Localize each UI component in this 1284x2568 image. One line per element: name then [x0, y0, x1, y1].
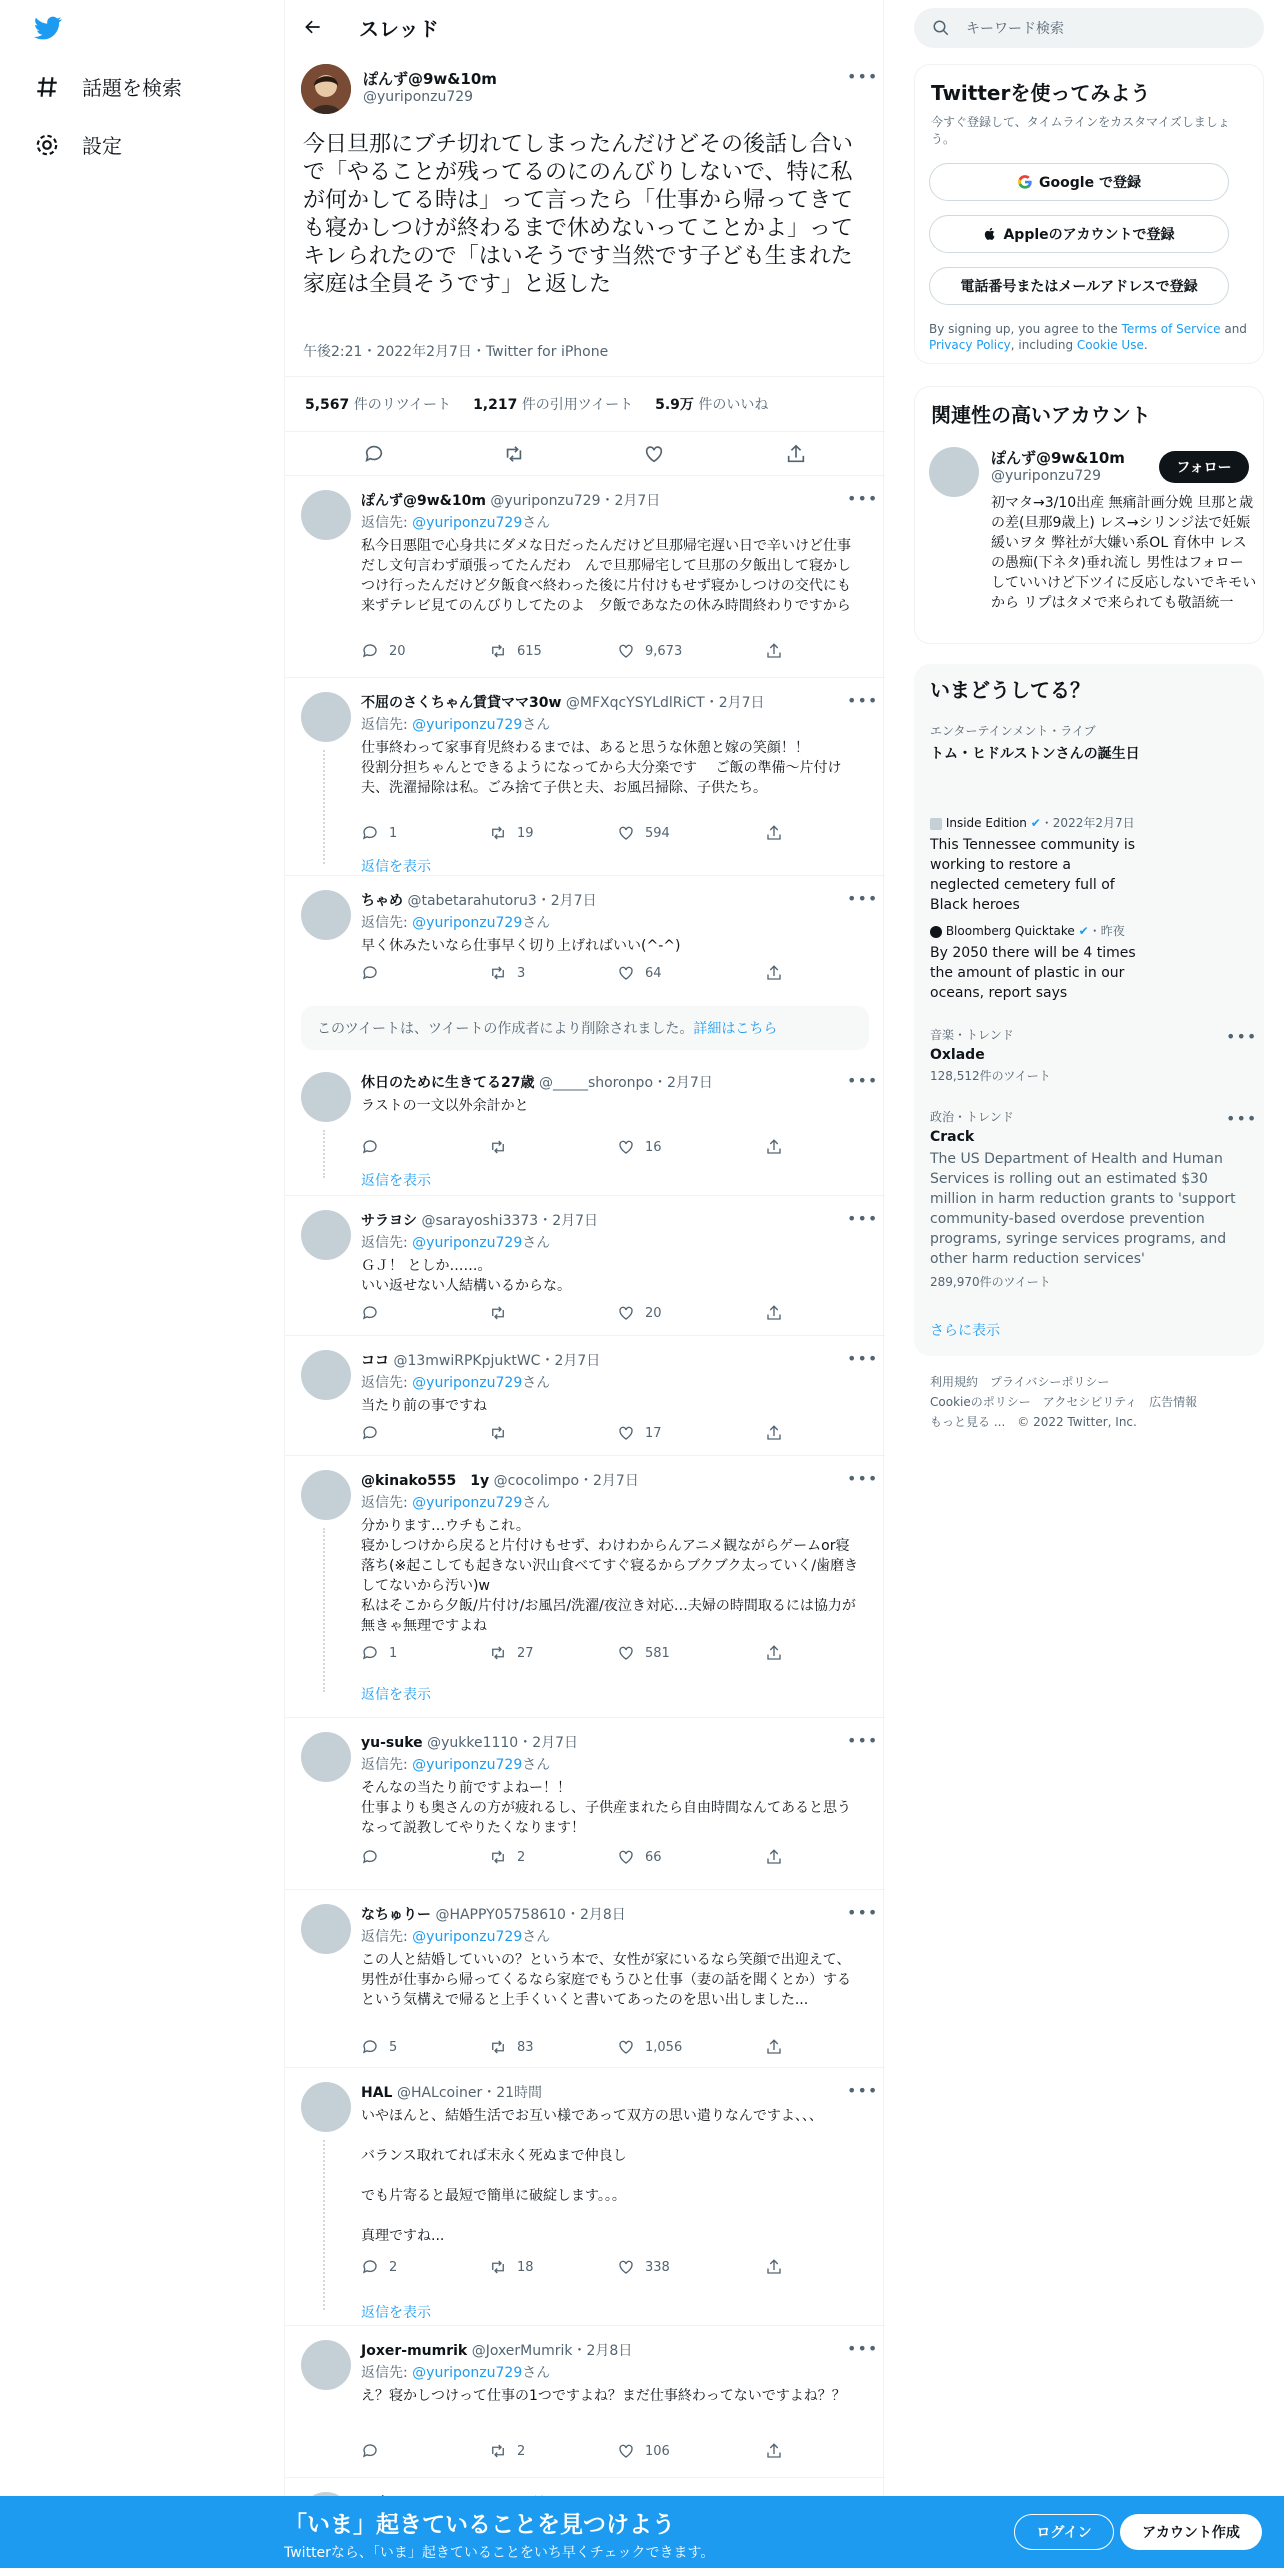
share-icon	[765, 1138, 783, 1156]
footer-line[interactable]: 利用規約 プライバシーポリシー	[930, 1375, 1110, 1389]
reply-to-handle[interactable]: @yuriponzu729	[412, 1757, 523, 1773]
reply-header	[361, 1732, 578, 1752]
retweet-button[interactable]: 3	[489, 964, 525, 982]
show-more-trends-link[interactable]: さらに表示	[930, 1323, 1000, 1339]
search-icon	[932, 19, 950, 37]
related-name: ぽんず@9w&10m	[991, 449, 1125, 467]
reply-actions	[361, 1304, 801, 1324]
reply-tweet[interactable]	[285, 1892, 885, 2068]
like-icon	[617, 1424, 635, 1442]
apple-icon	[983, 226, 997, 242]
reply-author-handle[interactable]: @HAPPY05758610・2月8日	[435, 1907, 626, 1923]
verified-icon: ✔	[1030, 816, 1041, 830]
reply-tweet[interactable]	[285, 878, 885, 996]
reply-button[interactable]: 5	[361, 2038, 397, 2056]
author[interactable]	[363, 68, 497, 105]
apple-signup-label: Appleのアカウントで登録	[1003, 227, 1175, 243]
like-button[interactable]: 64	[617, 964, 662, 982]
reply-author-handle[interactable]: @cocolimpo・2月7日	[493, 1473, 639, 1489]
reply-to-handle[interactable]: @yuriponzu729	[412, 915, 523, 931]
share-button[interactable]	[765, 1138, 783, 1156]
retweet-count[interactable]: 5,567 件のリツイート	[305, 397, 452, 413]
reply-text: この人と結婚していいの？という本で、女性が家にいるなら笑顔で出迎えて、男性が仕事から帰ってくるなら家庭でもうひと仕事（妻の話を聞くとか）するという気構えで帰ると上手くいくと書いてあったのを思い出しました...	[361, 1952, 851, 2008]
retweet-icon	[489, 1848, 507, 1866]
trends-card	[914, 664, 1264, 1356]
reply-header	[361, 890, 597, 910]
reply-tweet[interactable]	[285, 1060, 885, 1196]
reply-button[interactable]	[361, 964, 389, 982]
main-tweet	[285, 56, 885, 476]
news-source-icon	[930, 926, 942, 938]
tweet-text: 今日旦那にブチ切れてしまったんだけどその後話し合いで「やることが残ってるのにのんびりしないで、特に私が何かしてる時は」って言ったら「仕事から帰ってきても寝かしつけが終わるまで休めないってことかよ」ってキレられたので「はいそうです当然です子ども生まれた家庭は全員そうです」と返した	[303, 132, 854, 297]
reply-to-handle[interactable]: @yuriponzu729	[412, 717, 523, 733]
banner-headline: 「いま」起きていることを見つけよう	[284, 2512, 675, 2538]
reply-author-handle[interactable]: @_____shoronpo・2月7日	[538, 1075, 713, 1091]
deleted-tweet-notice	[301, 1006, 869, 1050]
reply-icon	[361, 1424, 379, 1442]
retweet-icon	[489, 964, 507, 982]
signup-legal: By signing up, you agree to the Terms of Service and Privacy Policy, including Cookie Use.	[929, 322, 1247, 352]
share-icon	[765, 1848, 783, 1866]
like-button[interactable]: 9,673	[617, 642, 682, 660]
reply-button[interactable]	[361, 1304, 389, 1322]
google-signup-button[interactable]	[929, 163, 1229, 201]
avatar[interactable]	[301, 1732, 351, 1782]
share-button[interactable]	[765, 1848, 783, 1866]
retweet-button[interactable]	[489, 1424, 517, 1442]
thread-line	[323, 1130, 325, 1178]
reply-text: ＧＪ！ としか……。 いい返せない人結構いるからな。	[361, 1258, 571, 1294]
more-icon[interactable]: •••	[847, 1209, 879, 1228]
retweet-button[interactable]	[489, 1138, 517, 1156]
retweet-button[interactable]: 615	[489, 642, 542, 660]
share-button[interactable]	[765, 1304, 783, 1322]
trends-title: いまどうしてる？	[930, 678, 1090, 702]
reply-to: 返信先: @yuriponzu729さん	[361, 1757, 551, 1773]
reply-to-handle[interactable]: @yuriponzu729	[412, 2365, 523, 2381]
share-button[interactable]	[765, 1644, 783, 1662]
footer-links	[930, 1372, 1250, 1432]
retweet-button[interactable]: 2	[489, 2442, 525, 2460]
reply-tweet[interactable]	[285, 680, 885, 876]
avatar[interactable]	[301, 692, 351, 742]
trend-item[interactable]: 音楽・トレンド Oxlade 128,512件のツイート	[930, 1028, 1051, 1083]
signup-banner	[0, 2496, 1284, 2568]
page-title: スレッド	[359, 16, 439, 41]
reply-actions	[361, 964, 801, 984]
like-button[interactable]: 16	[617, 1138, 662, 1156]
reply-to: 返信先: @yuriponzu729さん	[361, 1929, 551, 1945]
avatar[interactable]	[301, 2340, 351, 2390]
like-button[interactable]: 338	[617, 2258, 670, 2276]
reply-text: 分かります…ウチもこれ。 寝かしつけから戻ると片付けもせず、わけわからんアニメ観ながらゲームor寝落ち(※起こしても起きない沢山食べてすぐ寝るからブクブク太っていく/歯磨きしてないから汚い)w 私はそこから夕飯/片付け/お風呂/洗濯/夜泣き対応…夫婦の時間取るには協力が無きゃ無理ですよね	[361, 1518, 859, 1634]
right-sidebar	[914, 0, 1264, 2568]
privacy-link[interactable]: Privacy Policy	[929, 338, 1011, 352]
share-icon[interactable]	[785, 443, 807, 465]
retweet-icon	[489, 824, 507, 842]
reply-author-handle[interactable]: @13mwiRPKpjuktWC・2月7日	[393, 1353, 601, 1369]
reply-text: そんなの当たり前ですよねー！！ 仕事よりも奥さんの方が疲れるし、子供産まれたら自由時間なんてあると思うなって説教してやりたくなります！	[361, 1780, 851, 1836]
signup-button[interactable]: アカウント作成	[1120, 2514, 1262, 2550]
share-button[interactable]	[765, 2258, 783, 2276]
related-title: 関連性の高いアカウント	[931, 403, 1151, 427]
reply-icon	[361, 964, 379, 982]
like-icon	[617, 1848, 635, 1866]
reply-text: 仕事終わって家事育児終わるまでは、あると思うな休憩と嫁の笑顔！！ 役割分担ちゃんとできるようになってから大分楽です ご飯の準備〜片付け夫、洗濯掃除は私。ごみ捨て子供と夫、お風呂掃除、子供たち。	[361, 740, 842, 796]
reply-author-handle[interactable]: @HALcoiner・21時間	[396, 2085, 543, 2101]
retweet-icon[interactable]	[503, 443, 525, 465]
reply-icon	[361, 2442, 379, 2460]
reply-icon	[361, 2258, 379, 2276]
like-icon	[617, 1644, 635, 1662]
reply-author-name[interactable]: ココ	[361, 1353, 389, 1369]
related-account[interactable]	[991, 447, 1125, 484]
reply-actions	[361, 2258, 801, 2278]
related-accounts-card	[914, 386, 1264, 644]
more-icon[interactable]: •••	[847, 489, 879, 508]
avatar[interactable]	[301, 1072, 351, 1122]
reply-header	[361, 2340, 632, 2360]
reply-header	[361, 1210, 598, 1230]
deleted-learn-more-link[interactable]: 詳細はこちら	[693, 1021, 778, 1037]
retweet-button[interactable]: 18	[489, 2258, 534, 2276]
show-replies-link[interactable]: 返信を表示	[361, 1687, 431, 1703]
more-icon[interactable]: •••	[847, 1731, 879, 1750]
reply-tweet[interactable]	[285, 1720, 885, 1890]
search-input[interactable]	[914, 8, 1264, 48]
apple-signup-button[interactable]	[929, 215, 1229, 253]
reply-actions	[361, 1644, 801, 1664]
footer-line[interactable]: もっと見る ... © 2022 Twitter, Inc.	[930, 1415, 1137, 1429]
reply-button[interactable]	[361, 1424, 389, 1442]
reply-header	[361, 692, 765, 712]
reply-tweet[interactable]	[285, 1198, 885, 1336]
reply-header	[361, 1904, 626, 1924]
reply-to: 返信先: @yuriponzu729さん	[361, 1375, 551, 1391]
more-icon[interactable]: •••	[1226, 1027, 1258, 1046]
like-icon	[617, 1138, 635, 1156]
google-signup-label: Google で登録	[1039, 175, 1141, 191]
retweet-button[interactable]: 83	[489, 2038, 534, 2056]
like-count[interactable]: 5.9万 件のいいね	[655, 397, 769, 413]
author-name: ぽんず@9w&10m	[363, 70, 497, 88]
like-button[interactable]: 106	[617, 2442, 670, 2460]
twitter-logo-icon[interactable]	[32, 14, 64, 42]
reply-text: 私今日悪阻で心身共にダメな日だったんだけど旦那帰宅遅い日で辛いけど仕事だし文句言わず頑張ってたんだわ んで旦那帰宅して旦那の夕飯出して寝かしつけ行ったんだけど夕飯食べ終わった後に片付けもせず寝かしつけの交代にも来ずテレビ見てのんびりしてたのよ 夕飯であなたの休み時間終わりですから	[361, 538, 851, 614]
reply-icon	[361, 1138, 379, 1156]
deleted-notice-text: このツイートは、ツイートの作成者により削除されました。	[317, 1021, 694, 1037]
reply-actions	[361, 642, 801, 662]
reply-to: 返信先: @yuriponzu729さん	[361, 2365, 551, 2381]
reply-author-name[interactable]: 休日のために生きてる27歳	[361, 1075, 535, 1091]
reply-to-handle[interactable]: @yuriponzu729	[412, 1235, 523, 1251]
like-icon[interactable]	[643, 443, 665, 465]
like-button[interactable]: 17	[617, 1424, 662, 1442]
reply-text: いやほんと、結婚生活でお互い様であって双方の思い遣りなんですよ、、、 バランス取れてれば末永く死ぬまで仲良し でも片寄ると最短で簡単に破綻します。。。 真理ですね...	[361, 2108, 823, 2244]
avatar[interactable]	[301, 2082, 351, 2132]
avatar[interactable]	[301, 490, 351, 540]
reply-icon	[361, 1848, 379, 1866]
retweet-icon	[489, 2038, 507, 2056]
reply-header	[361, 1072, 713, 1092]
nav-explore-label: 話題を検索	[82, 76, 182, 100]
retweet-icon	[489, 1424, 507, 1442]
hashtag-icon	[34, 74, 60, 100]
reply-to: 返信先: @yuriponzu729さん	[361, 515, 551, 531]
more-icon[interactable]: •••	[847, 2081, 879, 2100]
retweet-icon	[489, 2258, 507, 2276]
thread-line	[323, 1528, 325, 1692]
reply-button[interactable]	[361, 1138, 389, 1156]
reply-icon	[361, 1304, 379, 1322]
retweet-icon	[489, 2442, 507, 2460]
author-handle: @yuriponzu729	[363, 89, 474, 105]
reply-actions	[361, 2442, 801, 2462]
follow-button[interactable]: フォロー	[1159, 451, 1249, 483]
tweet-actions	[285, 432, 885, 476]
reply-author-name[interactable]: HAL	[361, 2085, 393, 2101]
share-icon	[765, 1304, 783, 1322]
reply-header	[361, 2082, 542, 2102]
thread-line	[323, 750, 325, 864]
reply-to: 返信先: @yuriponzu729さん	[361, 717, 551, 733]
share-icon	[765, 2038, 783, 2056]
related-handle: @yuriponzu729	[991, 468, 1102, 484]
like-icon	[617, 2442, 635, 2460]
more-icon[interactable]: •••	[847, 1469, 879, 1488]
reply-icon[interactable]	[363, 443, 385, 465]
more-icon[interactable]: •••	[847, 889, 879, 908]
retweet-button[interactable]: 19	[489, 824, 534, 842]
retweet-button[interactable]: 27	[489, 1644, 534, 1662]
share-icon	[765, 2258, 783, 2276]
like-button[interactable]: 581	[617, 1644, 670, 1662]
like-button[interactable]: 20	[617, 1304, 662, 1322]
reply-icon	[361, 2038, 379, 2056]
reply-button[interactable]: 1	[361, 1644, 397, 1662]
reply-to: 返信先: @yuriponzu729さん	[361, 1495, 551, 1511]
more-icon[interactable]: •••	[847, 67, 879, 86]
reply-button[interactable]: 20	[361, 642, 406, 660]
more-icon[interactable]: •••	[847, 2339, 879, 2358]
reply-header	[361, 490, 660, 510]
reply-tweet[interactable]	[285, 2328, 885, 2478]
reply-author-name[interactable]: なちゅりー	[361, 1907, 431, 1923]
google-icon	[1017, 174, 1033, 190]
signup-card-title: Twitterを使ってみよう	[931, 81, 1151, 105]
reply-text: え？寝かしつけって仕事の1つですよね？まだ仕事終わってないですよね？？	[361, 2388, 846, 2404]
like-icon	[617, 824, 635, 842]
share-button[interactable]	[765, 964, 783, 982]
reply-author-handle[interactable]: @yuriponzu729・2月7日	[490, 493, 661, 509]
reply-icon	[361, 824, 379, 842]
reply-author-handle[interactable]: @sarayoshi3373・2月7日	[421, 1213, 599, 1229]
reply-text: ラストの一文以外余計かと	[361, 1098, 529, 1114]
nav-settings[interactable]	[34, 130, 122, 159]
share-button[interactable]	[765, 2038, 783, 2056]
reply-button[interactable]: 1	[361, 824, 397, 842]
reply-author-name[interactable]: ぽんず@9w&10m	[361, 493, 486, 509]
avatar[interactable]	[301, 1470, 351, 1520]
show-replies-link[interactable]: 返信を表示	[361, 2305, 431, 2321]
retweet-button[interactable]	[489, 1304, 517, 1322]
avatar[interactable]	[301, 1350, 351, 1400]
thread-header	[285, 0, 885, 54]
retweet-icon	[489, 1644, 507, 1662]
reply-tweet[interactable]	[285, 1458, 885, 1718]
reply-header	[361, 1350, 600, 1370]
related-bio: 初マタ→3/10出産 無痛計画分娩 旦那と歳の差(旦那9歳上) レス→シリンジ法で妊娠 緩いヲタ 弊社が大嫌い系OL 育休中 レスの愚痴(下ネタ)垂れ流し 男性はフォローしていいけど下ツイに反応しないでキモいから リプはタメで来られても敬語統一	[991, 495, 1257, 611]
back-arrow-icon[interactable]	[303, 17, 323, 37]
reply-button[interactable]: 2	[361, 2258, 397, 2276]
share-icon	[765, 964, 783, 982]
more-icon[interactable]: •••	[847, 1349, 879, 1368]
share-button[interactable]	[765, 1424, 783, 1442]
reply-author-handle[interactable]: @tabetarahutoru3・2月7日	[407, 893, 597, 909]
left-nav	[0, 0, 284, 2568]
reply-text: 早く休みたいなら仕事早く切り上げればいい(^-^)	[361, 938, 681, 954]
search-placeholder: キーワード検索	[966, 21, 1064, 37]
retweet-icon	[489, 1138, 507, 1156]
like-icon	[617, 1304, 635, 1322]
footer-line[interactable]: Cookieのポリシー アクセシビリティ 広告情報	[930, 1395, 1198, 1409]
avatar[interactable]	[301, 64, 351, 114]
reply-text: 当たり前の事ですね	[361, 1398, 487, 1414]
like-icon	[617, 2258, 635, 2276]
reply-to-handle[interactable]: @yuriponzu729	[412, 1375, 523, 1391]
terms-link[interactable]: Terms of Service	[1121, 322, 1221, 336]
like-button[interactable]: 594	[617, 824, 670, 842]
like-icon	[617, 2038, 635, 2056]
reply-author-name[interactable]: 不屈のさくちゃん賃貸ママ30w	[361, 695, 562, 711]
reply-author-handle[interactable]: @JoxerMumrik・2月8日	[471, 2343, 633, 2359]
retweet-icon	[489, 1304, 507, 1322]
reply-actions	[361, 1424, 801, 1444]
signup-card	[914, 64, 1264, 364]
avatar[interactable]	[929, 447, 979, 497]
login-button[interactable]: ログイン	[1014, 2514, 1114, 2550]
signup-card-subtitle: 今すぐ登録して、タイムラインをカスタマイズしましょう。	[931, 115, 1230, 146]
banner-subtext: Twitterなら、「いま」起きていることをいち早くチェックできます。	[284, 2545, 715, 2561]
reply-icon	[361, 1644, 379, 1662]
reply-actions	[361, 2038, 801, 2058]
more-icon[interactable]: •••	[1226, 1109, 1258, 1128]
like-button[interactable]: 66	[617, 1848, 662, 1866]
reply-tweet[interactable]	[285, 478, 885, 678]
share-icon	[765, 642, 783, 660]
reply-author-name[interactable]: Joxer-mumrik	[361, 2343, 468, 2359]
reply-to: 返信先: @yuriponzu729さん	[361, 1235, 551, 1251]
trend-item[interactable]: エンターテインメント・ライブ トム・ヒドルストンさんの誕生日	[930, 724, 1140, 762]
phone-email-signup-button[interactable]	[929, 267, 1229, 305]
thread-line	[323, 2140, 325, 2310]
verified-icon: ✔	[1078, 924, 1089, 938]
more-icon[interactable]: •••	[847, 1903, 879, 1922]
reply-author-handle[interactable]: @yukke1110・2月7日	[427, 1735, 579, 1751]
reply-tweet[interactable]	[285, 1338, 885, 1456]
share-button[interactable]	[765, 824, 783, 842]
reply-icon	[361, 642, 379, 660]
share-icon	[765, 824, 783, 842]
reply-actions	[361, 824, 801, 844]
gear-icon	[34, 132, 60, 158]
cookie-link[interactable]: Cookie Use	[1076, 338, 1144, 352]
like-button[interactable]: 1,056	[617, 2038, 682, 2056]
reply-to-handle[interactable]: @yuriponzu729	[412, 1929, 523, 1945]
retweet-icon	[489, 642, 507, 660]
share-icon	[765, 1644, 783, 1662]
reply-author-handle[interactable]: @MFXqcYSYLdlRiCT・2月7日	[565, 695, 765, 711]
phone-signup-label: 電話番号またはメールアドレスで登録	[960, 279, 1198, 295]
tweet-stats	[285, 376, 885, 432]
reply-button[interactable]	[361, 1848, 389, 1866]
nav-settings-label: 設定	[82, 134, 122, 158]
share-button[interactable]	[765, 2442, 783, 2460]
avatar[interactable]	[301, 1904, 351, 1954]
reply-author-name[interactable]: yu-suke	[361, 1735, 423, 1751]
share-icon	[765, 1424, 783, 1442]
reply-author-name[interactable]: @kinako555 1y	[361, 1473, 490, 1489]
retweet-button[interactable]: 2	[489, 1848, 525, 1866]
more-icon[interactable]: •••	[847, 691, 879, 710]
show-replies-link[interactable]: 返信を表示	[361, 859, 431, 875]
like-icon	[617, 964, 635, 982]
reply-tweet[interactable]	[285, 2070, 885, 2326]
news-item[interactable]: Inside Edition ✔・2022年2月7日 This Tennessee community is working to restore a neglected cemetery full of Black heroes	[930, 816, 1136, 913]
avatar[interactable]	[301, 1210, 351, 1260]
trend-item[interactable]: 政治・トレンド Crack The US Department of Health and Human Services is rolling out an estimated $30 million in harm reduction grants to 'support community-based overdose prevention programs, syringe services programs, and other harm reduction services' 289,970件のツイート	[930, 1110, 1236, 1289]
news-source-icon	[930, 818, 942, 830]
share-icon	[765, 2442, 783, 2460]
news-item[interactable]: Bloomberg Quicktake ✔・昨夜 By 2050 there will be 4 times the amount of plastic in our oceans, report says	[930, 924, 1136, 1001]
reply-actions	[361, 1138, 801, 1158]
reply-to-handle[interactable]: @yuriponzu729	[412, 1495, 523, 1511]
reply-header	[361, 1470, 639, 1490]
avatar[interactable]	[301, 890, 351, 940]
reply-to: 返信先: @yuriponzu729さん	[361, 915, 551, 931]
nav-explore[interactable]	[34, 72, 182, 101]
show-replies-link[interactable]: 返信を表示	[361, 1173, 431, 1189]
like-icon	[617, 642, 635, 660]
tweet-meta[interactable]: 午後2:21・2022年2月7日・Twitter for iPhone	[303, 344, 609, 360]
reply-author-name[interactable]: サラヨシ	[361, 1213, 417, 1229]
thread-column	[284, 0, 884, 2568]
share-button[interactable]	[765, 642, 783, 660]
reply-author-name[interactable]: ちゃめ	[361, 893, 403, 909]
more-icon[interactable]: •••	[847, 1071, 879, 1090]
reply-button[interactable]	[361, 2442, 389, 2460]
reply-actions	[361, 1848, 801, 1868]
reply-to-handle[interactable]: @yuriponzu729	[412, 515, 523, 531]
quote-count[interactable]: 1,217 件の引用ツイート	[473, 397, 634, 413]
